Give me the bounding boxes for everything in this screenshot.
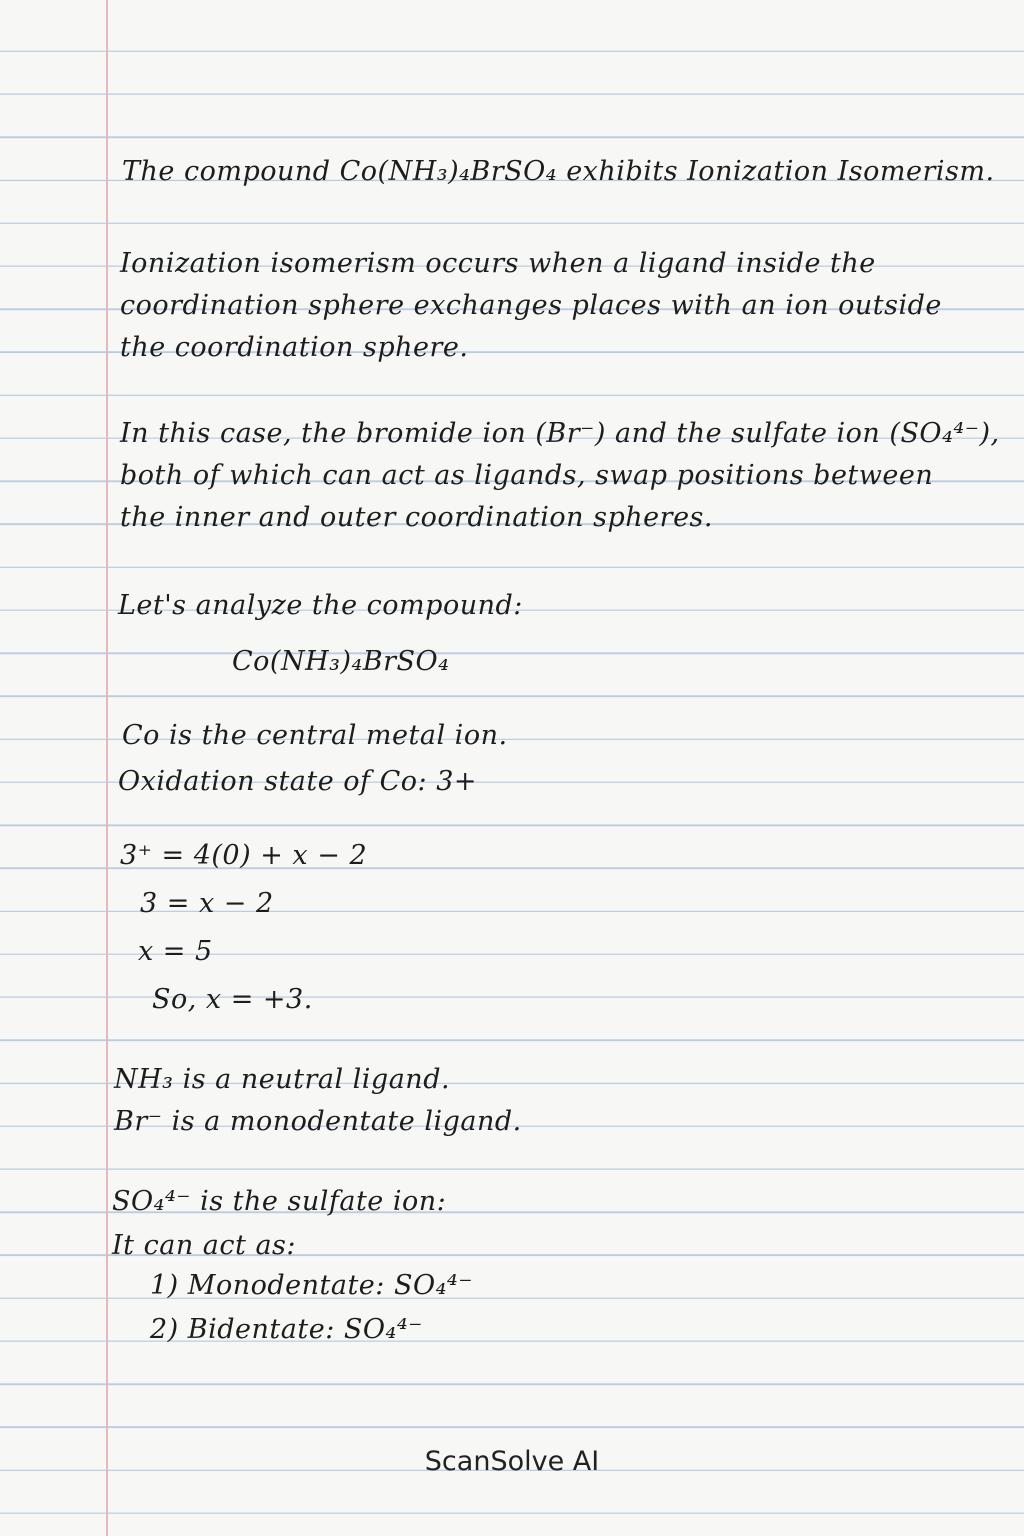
oxidation-state-line: Oxidation state of Co: 3+ [118,766,478,797]
central-ion-line: Co is the central metal ion. [122,720,508,751]
margin-line [106,0,108,1536]
bidentate-line: 2) Bidentate: SO₄⁴⁻ [150,1314,423,1345]
equation-line-3: x = 5 [138,936,213,967]
definition-line-3: the coordination sphere. [120,332,469,363]
scansolve-footer: ScanSolve AI [424,1446,600,1477]
monodentate-line: 1) Monodentate: SO₄⁴⁻ [150,1270,473,1301]
equation-line-1: 3⁺ = 4(0) + x − 2 [120,840,368,871]
act-as-line: It can act as: [112,1230,296,1261]
intro-line: The compound Co(NH₃)₄BrSO₄ exhibits Ionization Isomerism. [122,156,995,187]
case-line-2: both of which can act as ligands, swap positions between [120,460,934,491]
definition-line-1: Ionization isomerism occurs when a ligand inside the [120,248,876,279]
case-line-3: the inner and outer coordination spheres. [120,502,713,533]
sulfate-line: SO₄⁴⁻ is the sulfate ion: [112,1186,447,1217]
equation-line-2: 3 = x − 2 [140,888,274,919]
br-line: Br⁻ is a monodentate ligand. [114,1106,522,1137]
compound-formula: Co(NH₃)₄BrSO₄ [232,646,450,677]
analyze-line: Let's analyze the compound: [118,590,523,621]
equation-line-4: So, x = +3. [152,984,313,1015]
definition-line-2: coordination sphere exchanges places with an ion outside [120,290,942,321]
nh3-line: NH₃ is a neutral ligand. [114,1064,451,1095]
case-line-1: In this case, the bromide ion (Br⁻) and the sulfate ion (SO₄⁴⁻), [120,418,1000,449]
